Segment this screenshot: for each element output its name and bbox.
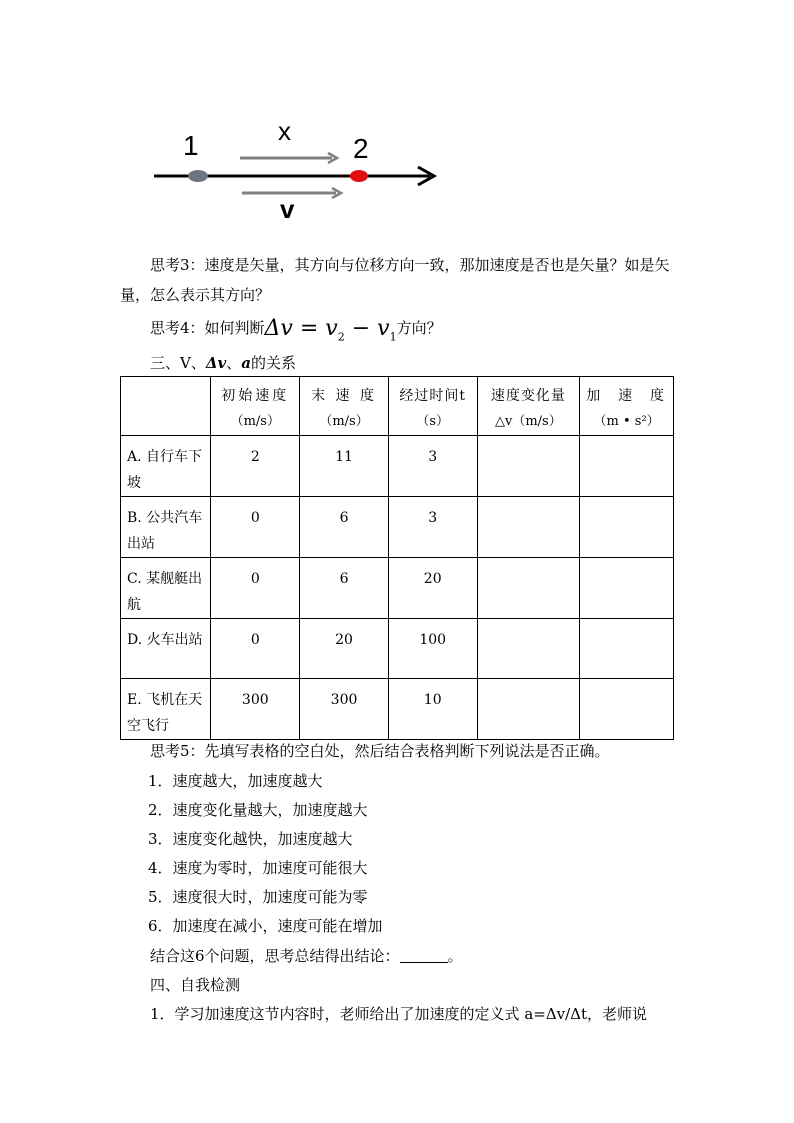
list-item: 4．速度为零时，加速度可能很大 — [148, 859, 368, 877]
point-2-label: 2 — [353, 133, 369, 164]
cell-acceleration[interactable] — [580, 497, 674, 558]
motion-diagram — [150, 120, 450, 230]
point-2-marker — [350, 170, 368, 182]
question1-paragraph: 1．学习加速度这节内容时，老师给出了加速度的定义式 a=Δv/Δt，老师说 — [150, 1005, 648, 1023]
answer-blank[interactable] — [400, 946, 448, 963]
point-1-label: 1 — [183, 130, 199, 161]
list-item: 2．速度变化量越大，加速度越大 — [148, 801, 368, 819]
cell-time: 20 — [388, 558, 477, 619]
cell-initial-velocity: 0 — [211, 558, 300, 619]
think3-paragraph: 思考3：速度是矢量，其方向与位移方向一致，那加速度是否也是矢量？如是矢量，怎么表示其方向？ — [120, 256, 670, 304]
row-label: C. 某舰艇出航 — [121, 558, 211, 619]
table-row — [121, 679, 674, 740]
header-cell-final-velocity: 末 速 度 （m/s） — [300, 377, 389, 436]
cell-final-velocity: 20 — [300, 619, 389, 679]
statements-list — [148, 767, 383, 941]
table-header-row — [121, 377, 674, 436]
cell-final-velocity: 6 — [300, 497, 389, 558]
row-label: D. 火车出站 — [121, 619, 211, 679]
motion-diagram-svg — [150, 120, 450, 230]
section4-heading: 四、自我检测 — [150, 976, 241, 994]
cell-time: 10 — [388, 679, 477, 740]
cell-acceleration[interactable] — [580, 619, 674, 679]
table-row — [121, 558, 674, 619]
velocity-acceleration-table — [120, 376, 674, 740]
cell-velocity-change[interactable] — [477, 679, 580, 740]
row-label: B. 公共汽车出站 — [121, 497, 211, 558]
cell-velocity-change[interactable] — [477, 619, 580, 679]
list-item: 3．速度变化越快，加速度越大 — [148, 830, 353, 848]
list-item: 6．加速度在减小，速度可能在增加 — [148, 917, 383, 935]
table-row — [121, 436, 674, 497]
header-cell-empty — [121, 377, 211, 436]
table-row — [121, 497, 674, 558]
point-1-marker — [188, 170, 208, 182]
delta-v-formula: $\Delta v = v_2 - v_1$ — [264, 316, 397, 344]
conclusion-line: 结合这6个问题，思考总结得出结论： 。 — [150, 947, 463, 965]
think5-paragraph: 思考5：先填写表格的空白处，然后结合表格判断下列说法是否正确。 — [150, 742, 610, 760]
cell-acceleration[interactable] — [580, 679, 674, 740]
section3-heading: 三、V、Δv、a的关系 — [150, 354, 296, 372]
cell-initial-velocity: 0 — [211, 619, 300, 679]
cell-initial-velocity: 2 — [211, 436, 300, 497]
list-item: 1．速度越大，加速度越大 — [148, 772, 323, 790]
cell-initial-velocity: 0 — [211, 497, 300, 558]
cell-velocity-change[interactable] — [477, 558, 580, 619]
cell-time: 100 — [388, 619, 477, 679]
cell-final-velocity: 300 — [300, 679, 389, 740]
header-cell-initial-velocity: 初始速度 （m/s） — [211, 377, 300, 436]
table-row — [121, 619, 674, 679]
cell-final-velocity: 11 — [300, 436, 389, 497]
header-cell-velocity-change: 速度变化量 △v（m/s） — [477, 377, 580, 436]
v-label: v — [280, 194, 295, 224]
list-item: 5．速度很大时，加速度可能为零 — [148, 888, 368, 906]
header-cell-acceleration: 加 速 度 （m • s²） — [580, 377, 674, 436]
row-label: A. 自行车下坡 — [121, 436, 211, 497]
cell-time: 3 — [388, 497, 477, 558]
cell-initial-velocity: 300 — [211, 679, 300, 740]
cell-velocity-change[interactable] — [477, 436, 580, 497]
cell-acceleration[interactable] — [580, 436, 674, 497]
think4-prefix: 思考4：如何判断 — [150, 319, 265, 337]
row-label: E. 飞机在天空飞行 — [121, 679, 211, 740]
cell-time: 3 — [388, 436, 477, 497]
cell-velocity-change[interactable] — [477, 497, 580, 558]
x-label: x — [278, 120, 291, 146]
think4-suffix: 方向？ — [396, 319, 442, 337]
header-cell-time: 经过时间t （s） — [388, 377, 477, 436]
cell-final-velocity: 6 — [300, 558, 389, 619]
cell-acceleration[interactable] — [580, 558, 674, 619]
